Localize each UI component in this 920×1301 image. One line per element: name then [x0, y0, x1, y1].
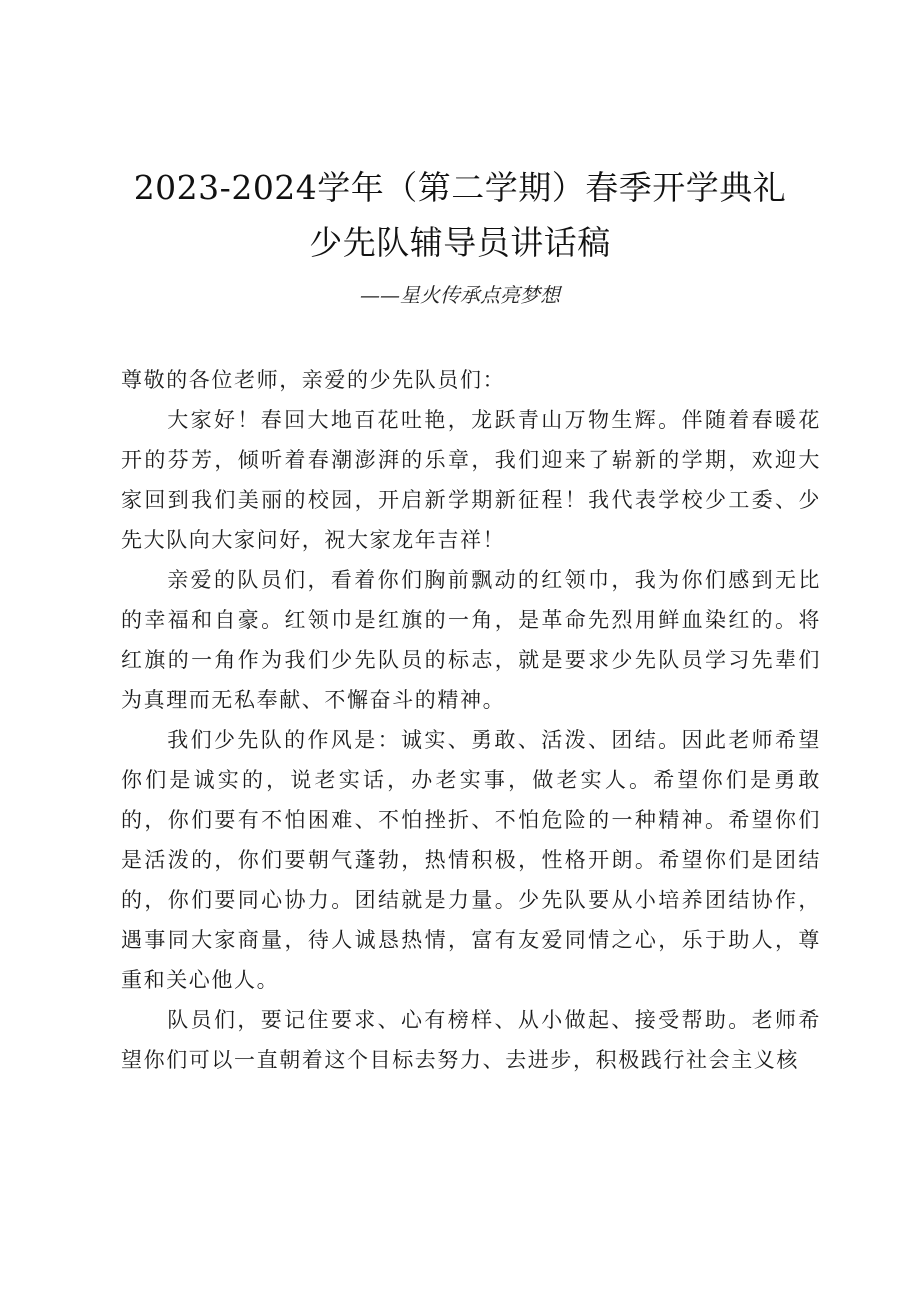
document-title-line-1: 2023-2024学年（第二学期）春季开学典礼: [133, 168, 787, 207]
salutation: 尊敬的各位老师，亲爱的少先队员们：: [121, 368, 506, 392]
document-body: [121, 360, 821, 1080]
paragraph-expectations: 队员们，要记住要求、心有榜样、从小做起、接受帮助。老师希望你们可以一直朝着这个目标去努力、去进步，积极践行社会主义核: [121, 1008, 821, 1072]
paragraph-team-style: 我们少先队的作风是：诚实、勇敢、活泼、团结。因此老师希望你们是诚实的，说老实话，办老实事，做老实人。希望你们是勇敢的，你们要有不怕困难、不怕挫折、不怕危险的一种精神。希望你们是活泼的，你们要朝气蓬勃，热情积极，性格开朗。希望你们是团结的，你们要同心协力。团结就是力量。少先队要从小培养团结协作，遇事同大家商量，待人诚恳热情，富有友爱同情之心，乐于助人，尊重和关心他人。: [121, 728, 821, 992]
document-title-line-2: 少先队辅导员讲话稿: [309, 223, 611, 262]
document-subtitle: ——星火传承点亮梦想: [360, 283, 560, 307]
paragraph-greeting: 大家好！春回大地百花吐艳，龙跃青山万物生辉。伴随着春暖花开的芬芳，倾听着春潮澎湃的乐章，我们迎来了崭新的学期，欢迎大家回到我们美丽的校园，开启新学期新征程！我代表学校少工委、少先大队向大家问好，祝大家龙年吉祥！: [121, 408, 821, 552]
paragraph-red-scarf: 亲爱的队员们，看着你们胸前飘动的红领巾，我为你们感到无比的幸福和自豪。红领巾是红旗的一角，是革命先烈用鲜血染红的。将红旗的一角作为我们少先队员的标志，就是要求少先队员学习先辈们为真理而无私奉献、不懈奋斗的精神。: [121, 568, 821, 712]
